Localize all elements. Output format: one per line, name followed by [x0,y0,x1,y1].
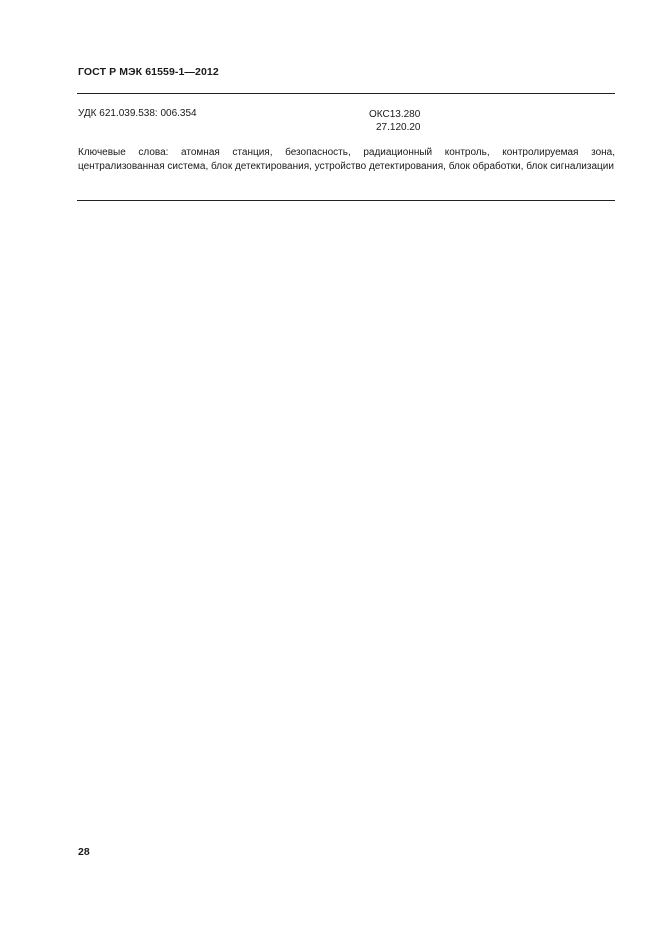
udk-code: УДК 621.039.538: 006.354 [78,108,197,119]
standard-designation-header: ГОСТ Р МЭК 61559-1—2012 [78,66,219,78]
oks-code-primary: ОКС13.280 [369,109,421,120]
keywords-paragraph: Ключевые слова: атомная станция, безопасность, радиационный контроль, контролируемая зона, централизованная система, блок детектирования, устройство детектирования, блок обработки, блок сигнализации [78,147,615,172]
top-divider [77,93,615,94]
oks-code-secondary: 27.120.20 [376,122,421,133]
bottom-divider [77,200,615,201]
page-number: 28 [78,846,90,858]
oks-code-block [369,108,421,134]
